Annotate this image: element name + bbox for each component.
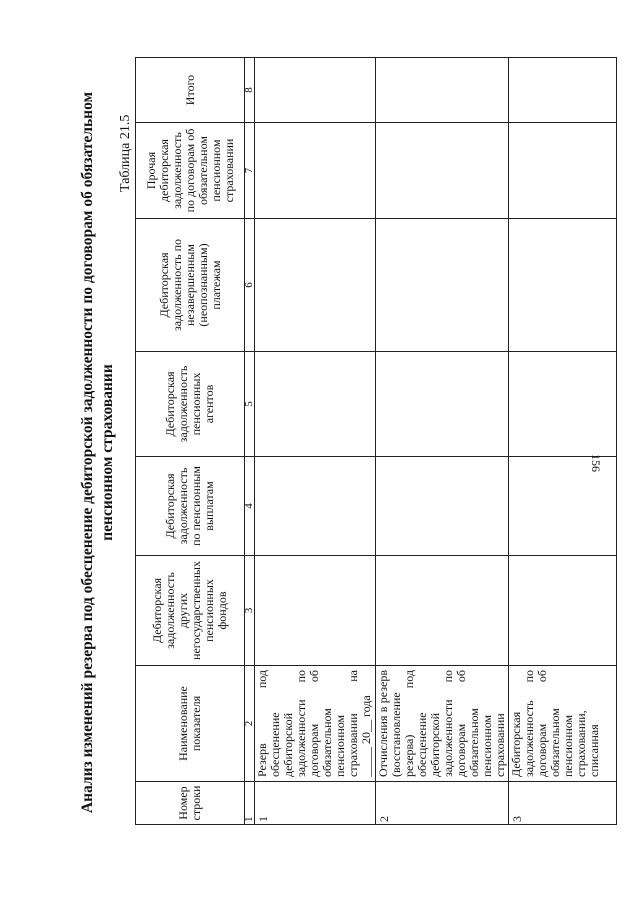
indicator-name: Резерв под обесценение дебиторской задолженности по договорам об обязательном пенсионном страховании на _____ 20__ года [255, 666, 376, 782]
header-unidentified-payments-receivables: Дебиторская задолженность по незавершенным (неопознанным) платежам [136, 219, 245, 352]
header-row-number: Номер строки [136, 782, 245, 825]
table-cell [255, 123, 376, 219]
table-cell [255, 58, 376, 123]
row-number: 2 [376, 782, 509, 825]
column-number: 2 [245, 666, 255, 782]
table-cell [509, 219, 617, 352]
header-row [136, 58, 245, 825]
indicator-name: Отчисления в резерв (восстановление резерва) под обесценение дебиторской задолженности по договорам об обязательном пенсионном страховании [376, 666, 509, 782]
row-number: 3 [509, 782, 617, 825]
column-number: 7 [245, 123, 255, 219]
table-cell [255, 457, 376, 556]
column-number: 4 [245, 457, 255, 556]
header-total: Итого [136, 58, 245, 123]
page-number: 156 [589, 454, 603, 472]
table-cell [509, 556, 617, 666]
table-label: Таблица 21.5 [118, 114, 133, 192]
header-other-receivables: Прочая дебиторская задолженность по договорам об обязательном пенсионном страховании [136, 123, 245, 219]
table-cell [376, 457, 509, 556]
row-number: 1 [255, 782, 376, 825]
table-cell [376, 58, 509, 123]
column-number: 5 [245, 352, 255, 457]
table-row [509, 58, 617, 825]
header-other-npf-receivables: Дебиторская задолженность других негосударственных пенсионных фондов [136, 556, 245, 666]
receivables-reserve-table [135, 57, 617, 825]
table-cell [376, 352, 509, 457]
column-number: 1 [245, 782, 255, 825]
table-row [255, 58, 376, 825]
table-cell [376, 556, 509, 666]
table-cell [509, 352, 617, 457]
document-title-line2: пенсионном страховании [99, 364, 116, 541]
table-row [376, 58, 509, 825]
table-cell [376, 123, 509, 219]
column-number: 3 [245, 556, 255, 666]
table-cell [255, 556, 376, 666]
header-pension-agents-receivables: Дебиторская задолженность пенсионных агентов [136, 352, 245, 457]
header-pension-payments-receivables: Дебиторская задолженность по пенсионным выплатам [136, 457, 245, 556]
column-number-row [245, 58, 255, 825]
indicator-name: Дебиторская задолженность по договорам об обязательном пенсионном страховании, списанная [509, 666, 617, 782]
document-title-line1: Анализ изменений резерва под обесценение дебиторской задолженности по договорам об обязательном [79, 91, 96, 814]
table-cell [376, 219, 509, 352]
table-cell [509, 58, 617, 123]
header-indicator-name: Наименование показателя [136, 666, 245, 782]
table-cell [255, 352, 376, 457]
column-number: 8 [245, 58, 255, 123]
column-number: 6 [245, 219, 255, 352]
table-cell [509, 123, 617, 219]
table-cell [255, 219, 376, 352]
